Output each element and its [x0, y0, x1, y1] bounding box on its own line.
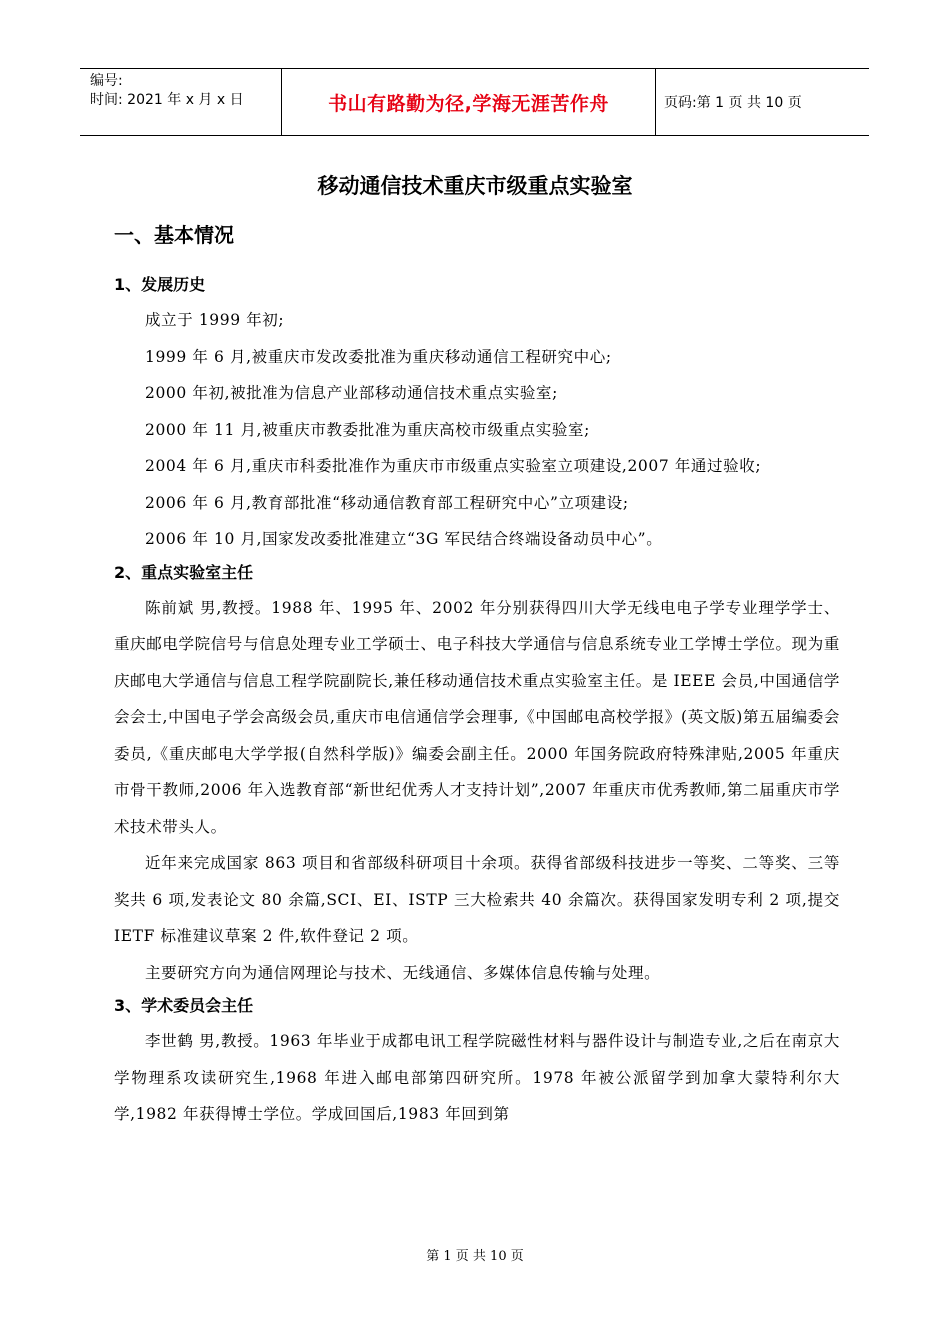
committee-block	[114, 1023, 840, 1133]
history-paragraph: 2000 年 11 月,被重庆市教委批准为重庆高校市级重点实验室;	[145, 420, 590, 439]
director-achievements-paragraph: 近年来完成国家 863 项目和省部级科研项目十余项。获得省部级科技进步一等奖、二等奖、三等奖共 6 项,发表论文 80 余篇,SCI、EI、ISTP 三大检索共 40 余篇次。获得国家发明专利 2 项,提交 IETF 标准建议草案 2 件,软件登记 2 项。	[114, 854, 840, 945]
document-title: 移动通信技术重庆市级重点实验室	[317, 174, 633, 198]
page-info: 页码:第 1 页 共 10 页	[664, 95, 802, 111]
motto-text: 书山有路勤为径,学海无涯苦作舟	[328, 92, 609, 115]
header-page-cell	[656, 69, 869, 135]
history-paragraph: 2006 年 6 月,教育部批准“移动通信教育部工程研究中心”立项建设;	[145, 493, 629, 512]
header-meta-cell	[80, 69, 282, 135]
subheading-history: 1、发展历史	[114, 275, 206, 294]
history-paragraph: 成立于 1999 年初;	[145, 311, 285, 329]
director-bio-paragraph: 陈前斌 男,教授。1988 年、1995 年、2002 年分别获得四川大学无线电电子学专业理学学士、重庆邮电学院信号与信息处理专业工学硕士、电子科技大学通信与信息系统专业工学博士学位。现为重庆邮电大学通信与信息工程学院副院长,兼任移动通信技术重点实验室主任。是 IEEE 会员,中国通信学会会士,中国电子学会高级会员,重庆市电信通信学会理事,《中国邮电高校学报》(英文版)第五届编委会委员,《重庆邮电大学学报(自然科学版)》编委会副主任。2000 年国务院政府特殊津贴,2005 年重庆市骨干教师,2006 年入选教育部“新世纪优秀人才支持计划”,2007 年重庆市优秀教师,第二届重庆市学术技术带头人。	[114, 598, 840, 836]
subheading-academic-committee-director: 3、学术委员会主任	[114, 996, 254, 1015]
history-paragraph: 2000 年初,被批准为信息产业部移动通信技术重点实验室;	[145, 384, 558, 402]
time-label: 时间: 2021 年 x 月 x 日	[90, 92, 244, 108]
history-paragraph: 1999 年 6 月,被重庆市发改委批准为重庆移动通信工程研究中心;	[145, 347, 612, 366]
history-block	[114, 302, 840, 558]
subheading-lab-director: 2、重点实验室主任	[114, 562, 254, 582]
page-footer	[0, 1245, 950, 1264]
director-research-paragraph: 主要研究方向为通信网理论与技术、无线通信、多媒体信息传输与处理。	[145, 963, 661, 982]
document-header	[80, 68, 869, 136]
history-paragraph: 2004 年 6 月,重庆市科委批准作为重庆市市级重点实验室立项建设,2007 年通过验收;	[145, 457, 762, 475]
section-heading-basic-info: 一、基本情况	[114, 223, 234, 247]
history-paragraph: 2006 年 10 月,国家发改委批准建立“3G 军民结合终端设备动员中心”。	[145, 530, 663, 548]
committee-bio-paragraph: 李世鹤 男,教授。1963 年毕业于成都电讯工程学院磁性材料与器件设计与制造专业,之后在南京大学物理系攻读研究生,1968 年进入邮电部第四研究所。1978 年被公派留学到加拿大蒙特利尔大学,1982 年获得博士学位。学成回国后,1983 年回到第	[114, 1032, 840, 1123]
director-block	[114, 590, 840, 992]
footer-page-number: 第 1 页 共 10 页	[426, 1249, 524, 1264]
header-motto-cell	[282, 69, 656, 135]
document-body	[114, 270, 840, 1133]
number-label: 编号:	[90, 73, 123, 89]
